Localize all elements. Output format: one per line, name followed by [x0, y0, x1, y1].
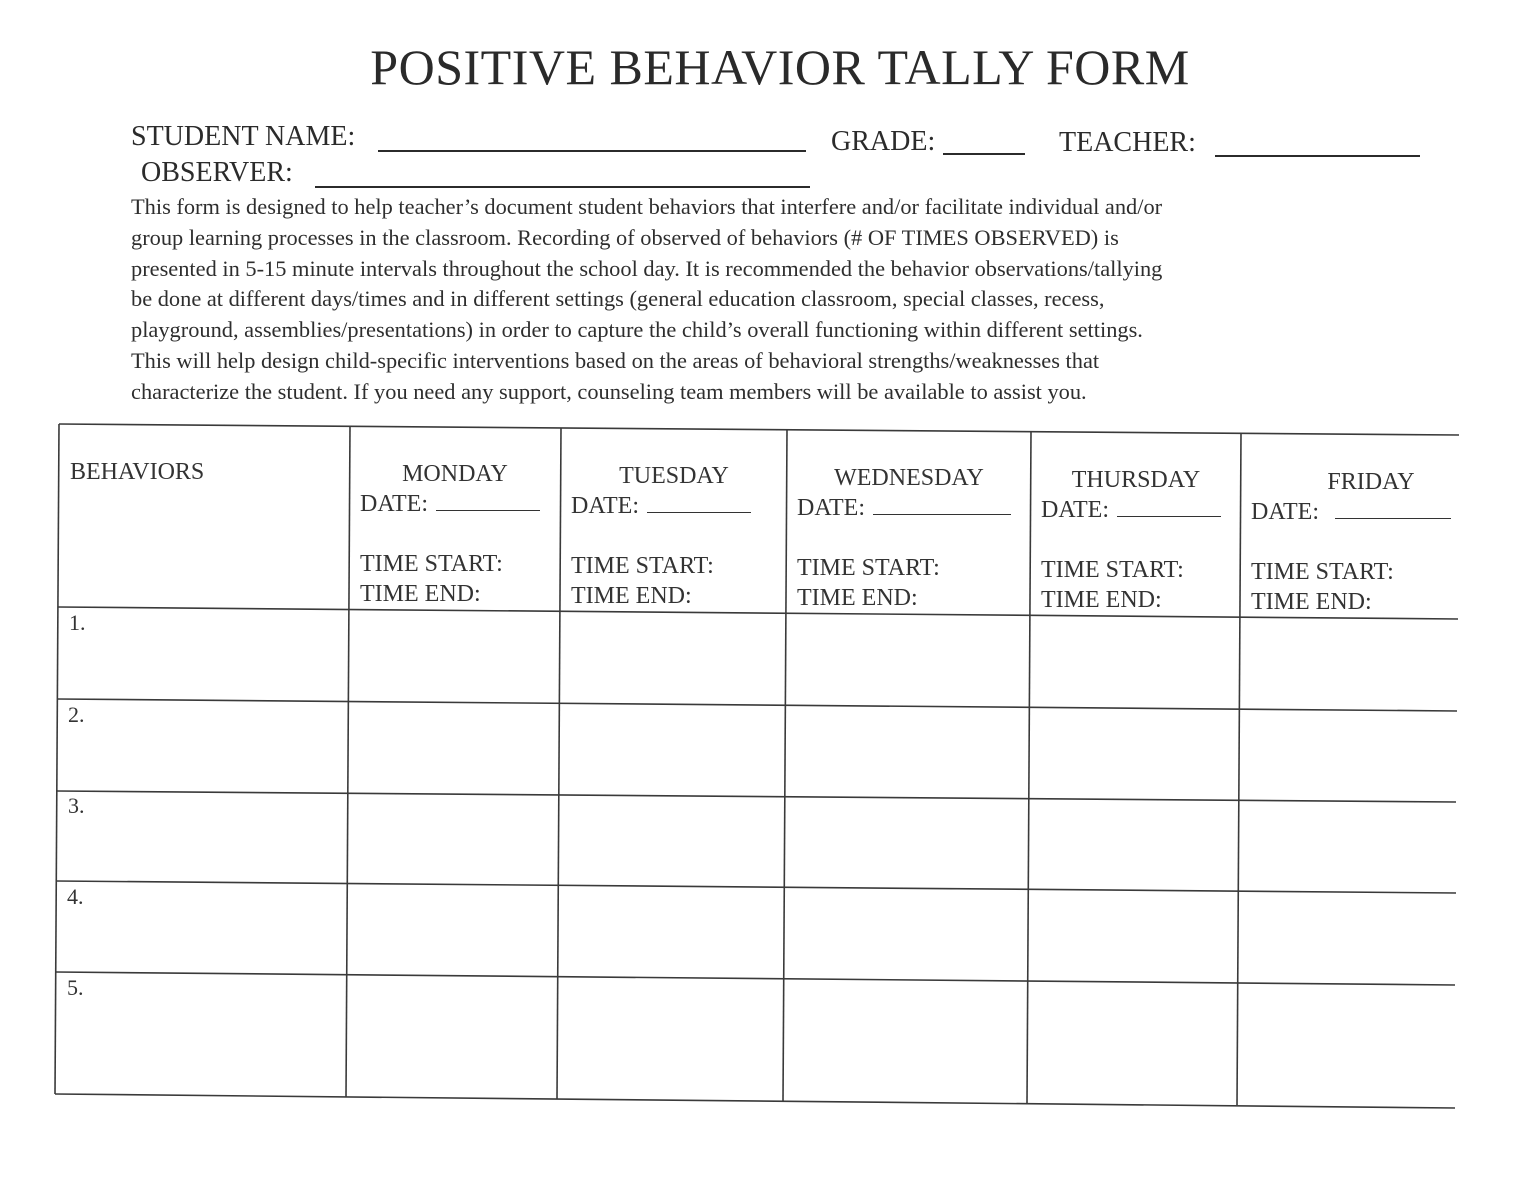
date-field-friday[interactable] [1335, 512, 1451, 519]
table-top-border [59, 424, 1459, 435]
time-start-label-thursday: TIME START: [1041, 557, 1184, 583]
behavior-row-number: 5. [67, 975, 84, 1000]
table-left-border [55, 424, 59, 1094]
date-label-friday: DATE: [1251, 497, 1451, 527]
date-label-wednesday: DATE: [797, 493, 1011, 523]
row-divider [56, 881, 1456, 893]
table-bottom-border [55, 1094, 1455, 1108]
day-name-monday: MONDAY [402, 461, 508, 487]
instructions-line: group learning processes in the classroom. Recording of observed of behaviors (# OF TIMES OBSERVED) is [131, 224, 1119, 250]
instructions-line: This form is designed to help teacher’s document student behaviors that interfere and/or facilitate individual and/or [131, 194, 1163, 219]
student-name-label: STUDENT NAME: [131, 121, 356, 152]
column-divider [1237, 434, 1241, 1105]
instructions-line: characterize the student. If you need any support, counseling team members will be available to assist you. [131, 378, 1087, 404]
day-name-friday: FRIDAY [1327, 469, 1415, 495]
teacher-label: TEACHER: [1059, 127, 1196, 158]
behavior-row-number: 4. [67, 884, 84, 909]
form-title: POSITIVE BEHAVIOR TALLY FORM [370, 39, 1190, 95]
column-divider [1027, 432, 1031, 1103]
date-field-wednesday[interactable] [873, 508, 1011, 515]
instructions-line: presented in 5-15 minute intervals throughout the school day. It is recommended the behavior observations/tallying [131, 255, 1163, 281]
row-divider [56, 972, 1455, 985]
grade-label: GRADE: [831, 126, 936, 157]
date-field-thursday[interactable] [1117, 510, 1221, 517]
instructions-line: be done at different days/times and in different settings (general education classroom, special classes, recess, [131, 286, 1105, 312]
column-divider [783, 430, 787, 1101]
behaviors-header: BEHAVIORS [70, 459, 205, 485]
date-label-thursday: DATE: [1041, 495, 1221, 525]
column-divider [346, 426, 350, 1097]
date-label-monday: DATE: [360, 489, 540, 519]
day-name-thursday: THURSDAY [1071, 467, 1201, 493]
date-field-tuesday[interactable] [647, 506, 751, 513]
time-start-label-tuesday: TIME START: [571, 553, 714, 579]
time-end-label-thursday: TIME END: [1041, 587, 1162, 613]
row-divider [57, 699, 1457, 711]
time-start-label-monday: TIME START: [360, 551, 503, 577]
header-row-divider [58, 607, 1458, 619]
behavior-row-number: 3. [68, 793, 85, 818]
behavior-row-number: 1. [69, 610, 86, 635]
behavior-row-number: 2. [68, 702, 85, 727]
instructions-line: This will help design child-specific interventions based on the areas of behavioral strengths/weaknesses that [131, 347, 1100, 373]
day-name-wednesday: WEDNESDAY [834, 465, 984, 491]
observer-label: OBSERVER: [141, 157, 293, 188]
instructions-line: playground, assemblies/presentations) in order to capture the child’s overall functioning within different settings. [131, 317, 1143, 343]
date-field-monday[interactable] [436, 504, 540, 511]
time-start-label-wednesday: TIME START: [797, 555, 940, 581]
time-end-label-monday: TIME END: [360, 581, 481, 607]
time-end-label-tuesday: TIME END: [571, 583, 692, 609]
time-end-label-friday: TIME END: [1251, 589, 1372, 615]
column-divider [557, 428, 561, 1099]
day-name-tuesday: TUESDAY [619, 463, 729, 489]
time-start-label-friday: TIME START: [1251, 559, 1394, 585]
row-divider [57, 791, 1456, 802]
date-label-tuesday: DATE: [571, 491, 751, 521]
time-end-label-wednesday: TIME END: [797, 585, 918, 611]
